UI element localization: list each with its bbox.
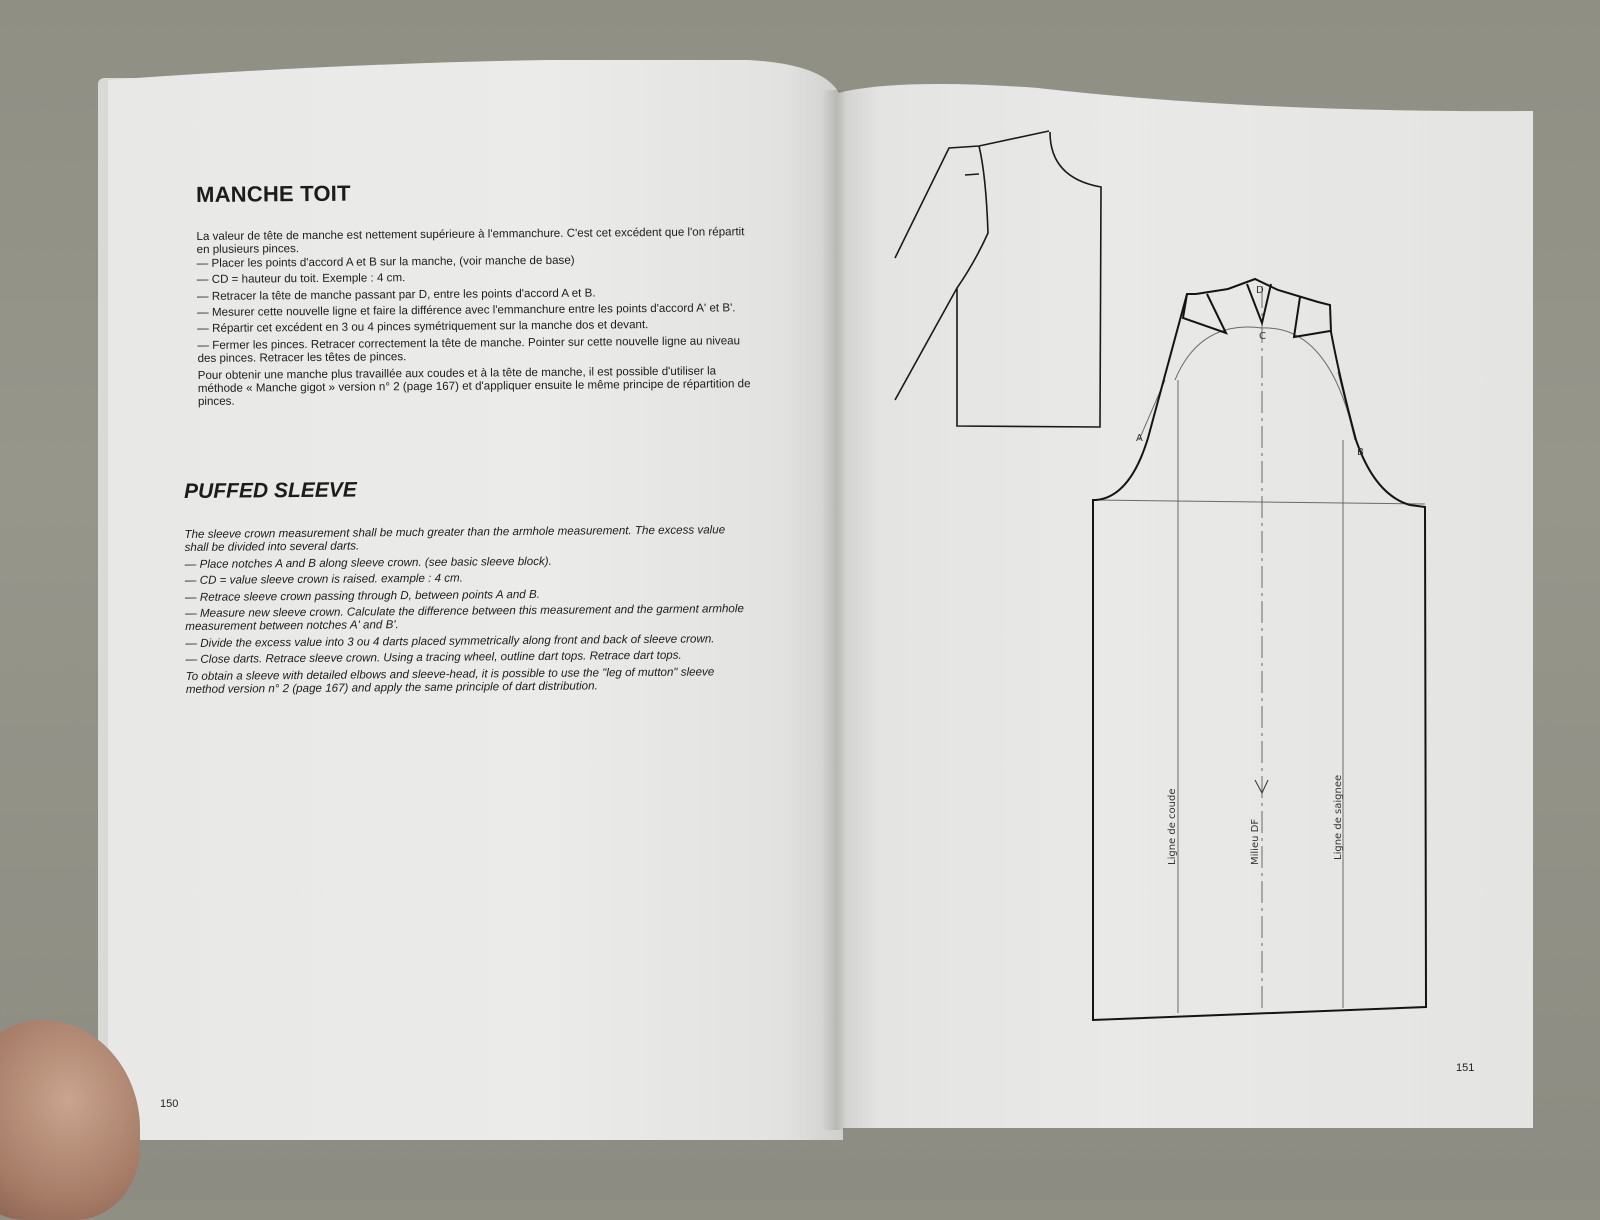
bodice-armhole-diagram [895,131,1101,427]
paragraph: — Fermer les pinces. Retracer correctement la tête de manche. Pointer sur cette nouvelle ligne au niveau des pinces. Retracer les têtes de pinces. [197,334,741,366]
sleeve-pattern-diagram [1093,279,1426,1020]
section-title-fr: MANCHE TOIT [196,180,351,207]
paragraph: To obtain a sleeve with detailed elbows and sleeve-head, it is possible to use the "leg of mutton" sleeve method version n° 2 (page 167) and apply the same principle of dart distribution. [185,665,715,697]
paragraph: — Placer les points d'accord A et B sur la manche, (voir manche de base) [196,253,575,270]
point-label-c: C [1259,331,1266,342]
paragraph: — Place notches A and B along sleeve crown. (see basic sleeve block). [184,554,552,571]
paragraph: Pour obtenir une manche plus travaillée aux coudes et à la tête de manche, il est possible d'utiliser la méthode « Manche gigot » version n° 2 (page 167) et d'appliquer ensuite le même principe de répartition de pinces. [197,364,751,409]
paragraph: — Retrace sleeve crown passing through D, between points A and B. [184,587,540,604]
point-label-d: D [1256,285,1264,296]
page-number-left: 150 [160,1098,179,1110]
point-label-b: B [1357,447,1364,458]
paragraph: — CD = value sleeve crown is raised. example : 4 cm. [184,571,463,588]
paragraph: — Mesurer cette nouvelle ligne et faire la différence avec l'emmanchure entre les points d'accord A' et B'. [197,301,736,320]
paragraph: — Close darts. Retrace sleeve crown. Using a tracing wheel, outline dart tops. Retrace dart tops. [185,648,682,667]
label-milieu-df: Milieu DF [1250,818,1261,865]
paragraph: — Measure new sleeve crown. Calculate the difference between this measurement and the garment armhole measurement between notches A' and B'. [185,602,744,634]
paragraph: The sleeve crown measurement shall be much greater than the armhole measurement. The excess value shall be divided into several darts. [184,523,726,555]
section-title-en: PUFFED SLEEVE [184,478,357,503]
paragraph: — CD = hauteur du toit. Exemple : 4 cm. [196,271,406,287]
page-number-right: 151 [1456,1062,1475,1074]
paragraph: — Retracer la tête de manche passant par D, entre les points d'accord A et B. [196,286,596,303]
label-ligne-de-saignee: Ligne de saignee [1333,774,1344,860]
paragraph: La valeur de tête de manche est nettement supérieure à l'emmanchure. C'est cet excédent que l'on répartit en plusieurs pinces. [196,225,745,257]
point-label-a: A [1136,433,1143,444]
paragraph: — Divide the excess value into 3 ou 4 darts placed symmetrically along front and back of sleeve crown. [185,632,715,650]
label-ligne-de-coude: Ligne de coude [1167,788,1178,865]
paragraph: — Répartir cet excédent en 3 ou 4 pinces symétriquement sur la manche dos et devant. [197,318,649,336]
